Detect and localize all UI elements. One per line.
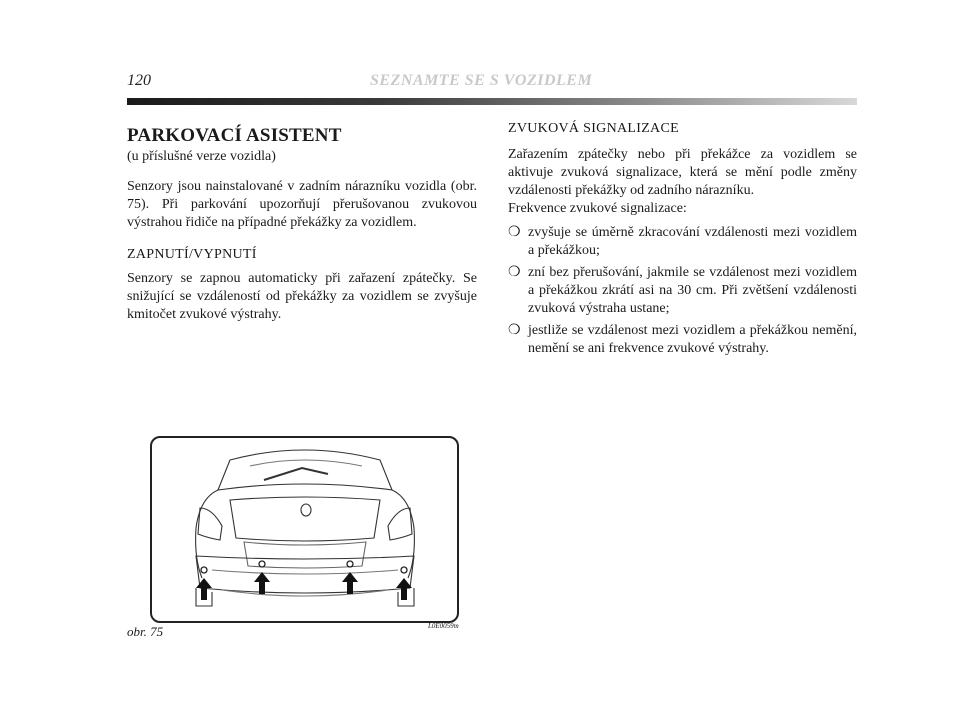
frequency-list bbox=[508, 224, 857, 358]
left-column bbox=[127, 120, 477, 338]
list-item bbox=[508, 322, 857, 358]
intro-paragraph: Senzory jsou nainstalované v zadním nárazníku vozidla (obr. 75). Při parkování upozorňují přerušovanou zvukovou výstrahou řidiče na případné překážky za vozidlem. bbox=[127, 179, 477, 230]
list-item bbox=[508, 264, 857, 318]
list-item-text: zvyšuje se úměrně zkracování vzdálenosti mezi vozidlem a překážkou; bbox=[528, 225, 857, 258]
rear-car-illustration bbox=[150, 436, 459, 623]
on-off-paragraph: Senzory se zapnou automaticky při zařazení zpátečky. Se snižující se vzdáleností od překážky za vozidlem se zvyšuje kmitočet zvukové výstrahy. bbox=[127, 271, 477, 322]
bullet-circle-icon: ❍ bbox=[508, 265, 521, 280]
frequency-label: Frekvence zvukové signalizace: bbox=[508, 201, 687, 216]
section-title-sound-signal: ZVUKOVÁ SIGNALIZACE bbox=[508, 121, 679, 136]
section-title-parking-assistant: PARKOVACÍ ASISTENT bbox=[127, 125, 342, 146]
list-item-text: zní bez přerušování, jakmile se vzdálenost mezi vozidlem a překážkou zkrátí asi na 30 cm. Při zvětšení vzdálenosti zvuková výstraha ustane; bbox=[528, 265, 857, 316]
car-rear-drawing bbox=[152, 438, 457, 621]
section-title-on-off: ZAPNUTÍ/VYPNUTÍ bbox=[127, 247, 257, 262]
figure-code: L0E0059m bbox=[428, 622, 459, 630]
right-column bbox=[508, 120, 857, 362]
bullet-circle-icon: ❍ bbox=[508, 323, 521, 338]
version-note: (u příslušné verze vozidla) bbox=[127, 149, 276, 164]
bullet-circle-icon: ❍ bbox=[508, 225, 521, 240]
sound-intro-paragraph: Zařazením zpátečky nebo při překážce za vozidlem se aktivuje zvuková signalizace, která se mění podle změny vzdálenosti překážky od zadního nárazníku. bbox=[508, 147, 857, 198]
running-title: SEZNAMTE SE S VOZIDLEM bbox=[370, 72, 593, 89]
list-item bbox=[508, 224, 857, 260]
page-number: 120 bbox=[127, 72, 151, 89]
header-rule bbox=[127, 98, 857, 105]
list-item-text: jestliže se vzdálenost mezi vozidlem a překážkou nemění, nemění se ani frekvence zvukové výstrahy. bbox=[528, 323, 857, 356]
figure-caption: obr. 75 bbox=[127, 624, 164, 639]
